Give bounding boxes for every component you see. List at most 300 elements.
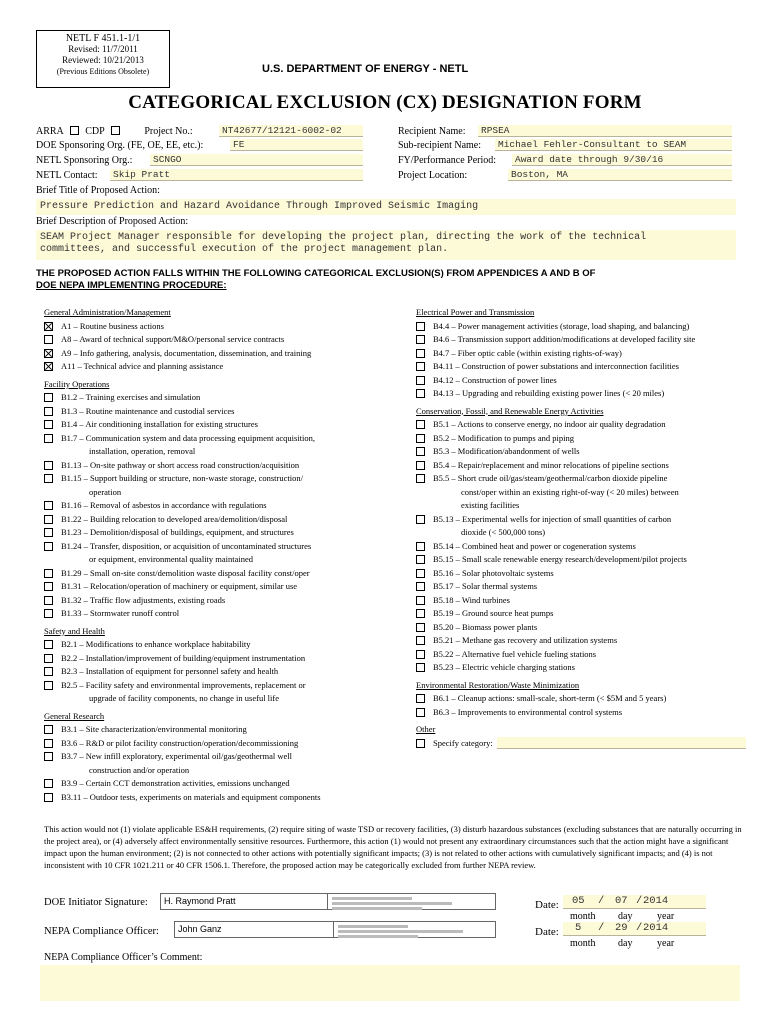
exclusion-item: [44, 333, 406, 347]
exclusion-text-block: [61, 418, 406, 432]
exclusion-checkbox[interactable]: [44, 461, 53, 470]
exclusion-checkbox[interactable]: [44, 322, 53, 331]
exclusion-text-block: [61, 679, 406, 706]
date-2-month-label: month: [570, 938, 596, 949]
exclusion-checkbox[interactable]: [416, 663, 425, 672]
exclusion-label: B3.9 – Certain CCT demonstration activities, emissions unchanged: [61, 778, 290, 788]
section-title: Conservation, Fossil, and Renewable Energy Activities: [416, 405, 604, 416]
exclusion-checkbox[interactable]: [44, 779, 53, 788]
exclusion-checkbox[interactable]: [44, 407, 53, 416]
exclusion-checkbox[interactable]: [416, 636, 425, 645]
exclusion-item: [44, 540, 406, 567]
exclusion-item: [44, 432, 406, 459]
exclusion-text-block: [61, 665, 406, 679]
date-1-year-label: year: [657, 911, 675, 922]
initiator-name: H. Raymond Pratt: [164, 896, 236, 906]
exclusion-item: [416, 737, 746, 751]
brief-title-text: Pressure Prediction and Hazard Avoidance Through Improved Seismic Imaging: [40, 201, 479, 212]
exclusion-checkbox[interactable]: [416, 609, 425, 618]
exclusion-checkbox[interactable]: [416, 596, 425, 605]
exclusion-item: [416, 634, 746, 648]
brief-title-label: Brief Title of Proposed Action:: [36, 185, 160, 196]
exclusion-item: [416, 472, 746, 513]
fy-field[interactable]: Award date through 9/30/16: [512, 154, 732, 166]
section-conservation-fossil-and-renewable-energy-activities: [416, 405, 746, 675]
exclusion-text-block: [433, 333, 746, 347]
date-1-day: 07: [615, 895, 628, 907]
date-1-label: Date:: [535, 899, 559, 911]
exclusion-text-block: [61, 580, 406, 594]
exclusion-text-block: [433, 472, 746, 513]
exclusion-item: [44, 459, 406, 473]
exclusion-item: [44, 607, 406, 621]
exclusion-text-block: [433, 594, 746, 608]
exclusion-checkbox[interactable]: [416, 389, 425, 398]
date-2-sep-2: /: [636, 922, 643, 934]
exclusion-label-continuation: existing facilities: [461, 500, 520, 510]
exclusion-text-block: [433, 347, 746, 361]
exclusion-item: [44, 405, 406, 419]
project-no-label: Project No.:: [144, 126, 193, 137]
exclusion-text-block: [61, 540, 406, 567]
exclusion-text-block: [433, 567, 746, 581]
exclusion-label: B4.7 – Fiber optic cable (within existing rights-of-way): [433, 347, 622, 358]
exclusion-label: B5.13 – Experimental wells for injection of small quantities of carbon: [433, 513, 672, 524]
section-title: Other: [416, 724, 436, 734]
exclusion-text-block: [61, 526, 406, 540]
exclusion-label: B4.4 – Power management activities (storage, load shaping, and balancing): [433, 320, 690, 331]
exclusion-label: B2.5 – Facility safety and environmental improvements, replacement or: [61, 679, 306, 690]
exclusion-label: B5.3 – Modification/abandonment of wells: [433, 446, 580, 456]
exclusion-label: B1.31 – Relocation/operation of machinery or equipment, similar use: [61, 581, 298, 591]
fy-label: FY/Performance Period:: [398, 155, 497, 166]
exclusion-item: [416, 418, 746, 432]
exclusion-item: [44, 791, 406, 805]
exclusion-label: B1.2 – Training exercises and simulation: [61, 392, 201, 402]
exclusion-item: [416, 607, 746, 621]
section-facility-operations: [44, 378, 406, 621]
netl-org-field[interactable]: SCNGO: [150, 154, 363, 166]
exclusion-item: [44, 679, 406, 706]
exclusion-item: [416, 661, 746, 675]
exclusion-text-block: [433, 418, 746, 432]
exclusion-item: [416, 374, 746, 388]
exclusion-text-block: [61, 567, 406, 581]
section-general-research: [44, 710, 406, 805]
exclusion-item: [44, 391, 406, 405]
initiator-signature-cert: [328, 893, 496, 910]
exclusion-label: B5.4 – Repair/replacement and minor relocations of pipeline sections: [433, 459, 669, 470]
exclusion-checkbox[interactable]: [416, 708, 425, 717]
reviewed-date: Reviewed: 10/21/2013: [62, 55, 144, 65]
comment-label: NEPA Compliance Officer’s Comment:: [44, 952, 203, 963]
brief-desc-line-2: committees, and successful execution of the project management plan.: [40, 244, 449, 255]
date-1-year: 2014: [643, 895, 669, 907]
exclusion-text-block: [433, 445, 746, 459]
section-title: Safety and Health: [44, 625, 105, 636]
exclusion-label: B5.21 – Methane gas recovery and utilization systems: [433, 635, 618, 645]
form-number: NETL F 451.1-1/1: [65, 33, 141, 44]
exclusion-checkbox[interactable]: [416, 349, 425, 358]
exclusion-text-block: [61, 360, 406, 374]
exclusion-checkbox[interactable]: [44, 474, 53, 483]
exclusion-text-block: [433, 387, 746, 401]
exclusion-checkbox[interactable]: [416, 376, 425, 385]
exclusion-checkbox[interactable]: [416, 335, 425, 344]
exclusion-item: [44, 513, 406, 527]
exclusion-checkbox[interactable]: [416, 447, 425, 456]
exclusion-checkbox[interactable]: [416, 650, 425, 659]
specify-category-row: [433, 737, 746, 751]
brief-desc-field[interactable]: [36, 230, 736, 260]
exclusion-text-block: [433, 634, 746, 648]
exclusion-text-block: [61, 333, 406, 347]
exclusion-checkbox[interactable]: [44, 609, 53, 618]
section-other: [416, 723, 746, 750]
exclusion-label: B1.16 – Removal of asbestos in accordance with regulations: [61, 500, 267, 510]
exclusion-label: B3.11 – Outdoor tests, experiments on materials and equipment components: [61, 791, 321, 802]
exclusion-checkbox[interactable]: [44, 793, 53, 802]
exclusion-text-block: [61, 347, 406, 361]
cx-statement: [36, 268, 736, 292]
exclusion-checkbox[interactable]: [416, 434, 425, 443]
section-safety-and-health: [44, 625, 406, 706]
exclusion-text-block: [61, 607, 406, 621]
exclusion-label: B5.18 – Wind turbines: [433, 594, 510, 605]
netl-org-label: NETL Sponsoring Org.:: [36, 155, 133, 166]
exclusion-item: [44, 360, 406, 374]
doe-org-label: DOE Sponsoring Org. (FE, OE, EE, etc.):: [36, 140, 204, 151]
exclusion-text-block: [433, 661, 746, 675]
brief-desc-line-1: SEAM Project Manager responsible for developing the project plan, directing the work of the technical: [40, 232, 647, 243]
exclusion-label-continuation: const/oper within an existing right-of-way (< 20 miles) between: [461, 486, 679, 497]
exclusion-text-block: [61, 750, 406, 777]
exclusion-checkbox[interactable]: [416, 569, 425, 578]
exclusion-checkbox[interactable]: [44, 596, 53, 605]
exclusion-item: [416, 553, 746, 567]
arra-cdp-row: [36, 126, 193, 137]
brief-title-field[interactable]: [36, 199, 736, 215]
exclusion-text-block: [433, 580, 746, 594]
date-2-day-label: day: [618, 938, 633, 949]
exclusion-text-block: [433, 360, 746, 374]
exclusion-label: B1.33 – Stormwater runoff control: [61, 608, 180, 618]
section-title: General Research: [44, 710, 105, 721]
exclusion-checkbox[interactable]: [44, 667, 53, 676]
exclusion-item: [44, 567, 406, 581]
exclusion-item: [416, 594, 746, 608]
exclusion-item: [416, 706, 746, 720]
revised-date: Revised: 11/7/2011: [68, 44, 138, 54]
exclusion-label: B5.15 – Small scale renewable energy research/development/pilot projects: [433, 554, 687, 564]
cx-statement-line-2: DOE NEPA IMPLEMENTING PROCEDURE:: [36, 280, 227, 291]
exclusion-label: B5.14 – Combined heat and power or cogeneration systems: [433, 540, 636, 551]
exclusion-checkbox[interactable]: [44, 362, 53, 371]
exclusion-text-block: [61, 459, 406, 473]
exclusion-text-block: [61, 513, 406, 527]
exclusion-item: [44, 737, 406, 751]
exclusion-checkbox[interactable]: [44, 335, 53, 344]
date-2-label: Date:: [535, 926, 559, 938]
exclusion-text-block: [433, 432, 746, 446]
exclusion-item: [44, 320, 406, 334]
exclusion-label: B4.6 – Transmission support addition/modifications at developed facility site: [433, 334, 696, 344]
subrecipient-field[interactable]: Michael Fehler-Consultant to SEAM: [495, 139, 732, 151]
project-no-field[interactable]: NT42677/12121-6002-02: [219, 125, 363, 137]
date-1-sep-2: /: [636, 895, 643, 907]
exclusion-item: [416, 347, 746, 361]
exclusion-checkbox[interactable]: [44, 501, 53, 510]
exclusion-item: [44, 580, 406, 594]
exclusion-checkbox[interactable]: [44, 640, 53, 649]
exclusion-checkbox[interactable]: [44, 515, 53, 524]
exclusion-label-continuation: installation, operation, removal: [89, 446, 196, 456]
date-2-year: 2014: [643, 922, 669, 934]
exclusion-item: [416, 333, 746, 347]
conditions-paragraph: This action would not (1) violate applicable ES&H requirements, (2) require siting of waste TSD or recovery facilities, (3) disturb hazardous substances (excluding substances that are naturally occurring in the project area), or (4) adversely affect environmentally sensitive resources. Furthermore, this action (1) would not present any extraordinary circumstances such that the action might have a significant impact upon the human environment; (2) is not connected to other actions with potentially significant impacts; (3) is not related to other actions with cumulatively significant impacts; and (4) is not inconsistent with 10 CFR 1021.211 or 40 CFR 1506.1. Therefore, the proposed action may be categorically excluded from further NEPA review.: [44, 824, 742, 870]
exclusion-label: B4.12 – Construction of power lines: [433, 374, 557, 385]
exclusion-text-block: [433, 621, 746, 635]
exclusion-checkbox[interactable]: [416, 582, 425, 591]
exclusion-checkbox[interactable]: [44, 434, 53, 443]
exclusion-checkbox[interactable]: [416, 474, 425, 483]
exclusion-item: [44, 665, 406, 679]
exclusion-checkbox[interactable]: [416, 694, 425, 703]
netl-contact-label: NETL Contact:: [36, 170, 98, 181]
date-2-month: 5: [575, 922, 582, 934]
exclusion-label-continuation: dioxide (< 500,000 tons): [461, 527, 546, 537]
exclusion-label: B1.13 – On-site pathway or short access road construction/acquisition: [61, 459, 300, 470]
exclusion-label: B5.2 – Modification to pumps and piping: [433, 432, 574, 443]
exclusion-item: [416, 513, 746, 540]
exclusion-text-block: [61, 638, 406, 652]
exclusion-item: [44, 594, 406, 608]
exclusion-label: B1.29 – Small on-site const/demolition waste disposal facility const/oper: [61, 567, 310, 578]
exclusion-checkbox[interactable]: [44, 542, 53, 551]
doe-org-field[interactable]: FE: [230, 139, 363, 151]
exclusion-label: B1.3 – Routine maintenance and custodial services: [61, 405, 235, 416]
exclusion-label: A11 – Technical advice and planning assistance: [61, 361, 224, 371]
date-1-field[interactable]: [563, 895, 706, 909]
exclusion-label: B3.1 – Site characterization/environmental monitoring: [61, 724, 247, 734]
exclusion-text-block: [433, 540, 746, 554]
exclusion-text-block: [61, 391, 406, 405]
exclusion-label: B5.19 – Ground source heat pumps: [433, 608, 554, 618]
date-2-year-label: year: [657, 938, 675, 949]
exclusion-text-block: [433, 553, 746, 567]
exclusion-label: A9 – Info gathering, analysis, documentation, dissemination, and training: [61, 347, 312, 358]
exclusion-label: B1.32 – Traffic flow adjustments, existing roads: [61, 594, 226, 605]
exclusion-label: B3.6 – R&D or pilot facility construction/operation/decommissioning: [61, 737, 299, 748]
exclusion-label: A1 – Routine business actions: [61, 320, 164, 331]
exclusion-text-block: [61, 432, 406, 459]
exclusion-label: Specify category:: [433, 737, 493, 748]
form-title: CATEGORICAL EXCLUSION (CX) DESIGNATION FORM: [128, 92, 642, 113]
date-2-sep-1: /: [598, 922, 605, 934]
exclusion-item: [416, 692, 746, 706]
exclusion-checkbox[interactable]: [416, 542, 425, 551]
exclusion-text-block: [433, 459, 746, 473]
section-title: Electrical Power and Transmission: [416, 307, 535, 317]
exclusion-checkbox[interactable]: [44, 569, 53, 578]
exclusion-checkbox[interactable]: [44, 528, 53, 537]
exclusion-checkbox[interactable]: [44, 582, 53, 591]
section-general-administration-management: [44, 306, 406, 374]
exclusion-text-block: [433, 320, 746, 334]
exclusion-item: [416, 540, 746, 554]
exclusion-label-continuation: operation: [89, 486, 122, 497]
exclusion-item: [416, 580, 746, 594]
exclusion-text-block: [433, 374, 746, 388]
date-1-month: 05: [572, 895, 585, 907]
exclusion-checkbox[interactable]: [416, 739, 425, 748]
exclusion-checkbox[interactable]: [416, 322, 425, 331]
section-title: Environmental Restoration/Waste Minimization: [416, 679, 580, 690]
exclusion-text-block: [61, 320, 406, 334]
exclusion-item: [416, 320, 746, 334]
exclusion-checkbox[interactable]: [44, 681, 53, 690]
location-field[interactable]: Boston, MA: [508, 169, 732, 181]
subrecipient-label: Sub-recipient Name:: [398, 140, 482, 151]
exclusion-label: B5.16 – Solar photovoltaic systems: [433, 567, 554, 578]
exclusion-checkbox[interactable]: [416, 420, 425, 429]
exclusion-item: [44, 418, 406, 432]
form-header-box: [36, 30, 170, 88]
exclusion-item: [44, 723, 406, 737]
initiator-label: DOE Initiator Signature:: [44, 897, 148, 908]
exclusion-label: B5.23 – Electric vehicle charging stations: [433, 662, 575, 672]
exclusion-label: B4.11 – Construction of power substations and interconnection facilities: [433, 361, 679, 371]
compliance-signature-cert: [334, 921, 496, 938]
right-exclusion-column: [416, 302, 746, 754]
exclusion-checkbox[interactable]: [44, 739, 53, 748]
comment-field[interactable]: [40, 965, 740, 1001]
exclusion-item: [44, 499, 406, 513]
exclusion-checkbox[interactable]: [44, 752, 53, 761]
exclusion-label: B1.24 – Transfer, disposition, or acquisition of uncontaminated structures: [61, 540, 312, 551]
section-title: General Administration/Management: [44, 307, 171, 317]
recipient-field[interactable]: RPSEA: [478, 125, 732, 137]
section-environmental-restoration-waste-minimization: [416, 679, 746, 720]
date-1-month-label: month: [570, 911, 596, 922]
date-2-field[interactable]: [563, 922, 706, 936]
exclusion-checkbox[interactable]: [44, 349, 53, 358]
exclusion-item: [416, 648, 746, 662]
exclusion-label-continuation: or equipment, environmental quality maintained: [89, 554, 254, 564]
exclusion-checkbox[interactable]: [416, 461, 425, 470]
brief-desc-label: Brief Description of Proposed Action:: [36, 216, 189, 227]
exclusion-item: [44, 472, 406, 499]
section-electrical-power-and-transmission: [416, 306, 746, 401]
exclusion-label: B5.5 – Short crude oil/gas/steam/geothermal/carbon dioxide pipeline: [433, 473, 668, 483]
exclusion-item: [44, 750, 406, 777]
arra-checkbox[interactable]: [70, 126, 79, 135]
exclusion-label: B4.13 – Upgrading and rebuilding existing power lines (< 20 miles): [433, 388, 665, 398]
compliance-name: John Ganz: [178, 924, 222, 934]
exclusion-text-block: [433, 607, 746, 621]
exclusion-text-block: [61, 652, 406, 666]
exclusion-checkbox[interactable]: [44, 393, 53, 402]
exclusion-item: [44, 638, 406, 652]
exclusion-text-block: [433, 513, 746, 540]
exclusion-checkbox[interactable]: [416, 362, 425, 371]
exclusion-item: [416, 387, 746, 401]
exclusion-item: [44, 347, 406, 361]
exclusion-label: B1.4 – Air conditioning installation for existing structures: [61, 419, 258, 429]
exclusion-label: B2.3 – Installation of equipment for personnel safety and health: [61, 666, 279, 676]
exclusion-item: [416, 567, 746, 581]
exclusion-text-block: [61, 405, 406, 419]
exclusion-label: B2.1 – Modifications to enhance workplace habitability: [61, 639, 251, 649]
exclusion-text-block: [61, 777, 406, 791]
exclusion-label: B6.3 – Improvements to environmental control systems: [433, 706, 623, 717]
location-label: Project Location:: [398, 170, 468, 181]
left-exclusion-column: [44, 302, 406, 808]
netl-contact-field[interactable]: Skip Pratt: [110, 169, 363, 181]
cdp-label: CDP: [85, 126, 105, 137]
arra-label: ARRA: [36, 126, 64, 137]
exclusion-text-block: [433, 706, 746, 720]
exclusion-label: B3.7 – New infill exploratory, experimental oil/gas/geothermal well: [61, 751, 293, 761]
exclusion-text-block: [433, 737, 746, 751]
exclusion-text-block: [61, 737, 406, 751]
exclusion-item: [416, 459, 746, 473]
exclusion-checkbox[interactable]: [44, 654, 53, 663]
exclusion-item: [44, 777, 406, 791]
exclusion-label: B1.7 – Communication system and data processing equipment acquisition,: [61, 432, 316, 443]
exclusion-label: B1.23 – Demolition/disposal of buildings, equipment, and structures: [61, 527, 294, 537]
date-1-sep-1: /: [598, 895, 605, 907]
section-title: Facility Operations: [44, 378, 110, 389]
exclusion-item: [416, 360, 746, 374]
exclusion-label: B5.20 – Biomass power plants: [433, 621, 538, 632]
exclusion-text-block: [433, 648, 746, 662]
date-1-day-label: day: [618, 911, 633, 922]
exclusion-checkbox[interactable]: [416, 515, 425, 524]
exclusion-checkbox[interactable]: [44, 420, 53, 429]
exclusion-text-block: [61, 723, 406, 737]
exclusion-item: [416, 621, 746, 635]
cx-statement-line-1: THE PROPOSED ACTION FALLS WITHIN THE FOLLOWING CATEGORICAL EXCLUSION(S) FROM APPENDICES A AND B OF: [36, 268, 596, 279]
initiator-signature-field[interactable]: [160, 893, 328, 910]
previous-editions-note: (Previous Editions Obsolete): [56, 67, 150, 76]
exclusion-text-block: [61, 472, 406, 499]
exclusion-label-continuation: construction and/or operation: [89, 764, 190, 775]
exclusion-item: [44, 652, 406, 666]
exclusion-checkbox[interactable]: [44, 725, 53, 734]
compliance-label: NEPA Compliance Officer:: [44, 926, 159, 937]
exclusion-label: B5.1 – Actions to conserve energy, no indoor air quality degradation: [433, 419, 666, 429]
exclusion-item: [44, 526, 406, 540]
exclusion-label: A8 – Award of technical support/M&O/personal service contracts: [61, 334, 285, 344]
cdp-checkbox[interactable]: [111, 126, 120, 135]
exclusion-label: B1.15 – Support building or structure, non-waste storage, construction/: [61, 473, 303, 483]
exclusion-checkbox[interactable]: [416, 623, 425, 632]
exclusion-text-block: [61, 594, 406, 608]
exclusion-label: B5.22 – Alternative fuel vehicle fueling stations: [433, 648, 597, 659]
exclusion-label: B1.22 – Building relocation to developed area/demolition/disposal: [61, 513, 288, 524]
department-heading: U.S. DEPARTMENT OF ENERGY - NETL: [262, 63, 469, 75]
exclusion-text-block: [433, 692, 746, 706]
compliance-signature-field[interactable]: [174, 921, 334, 938]
exclusion-checkbox[interactable]: [416, 555, 425, 564]
specify-category-field[interactable]: [497, 737, 746, 749]
exclusion-label: B5.17 – Solar thermal systems: [433, 581, 538, 591]
exclusion-text-block: [61, 791, 406, 805]
exclusion-item: [416, 445, 746, 459]
exclusion-label-continuation: upgrade of facility components, no change in useful life: [89, 693, 280, 703]
date-2-day: 29: [615, 922, 628, 934]
